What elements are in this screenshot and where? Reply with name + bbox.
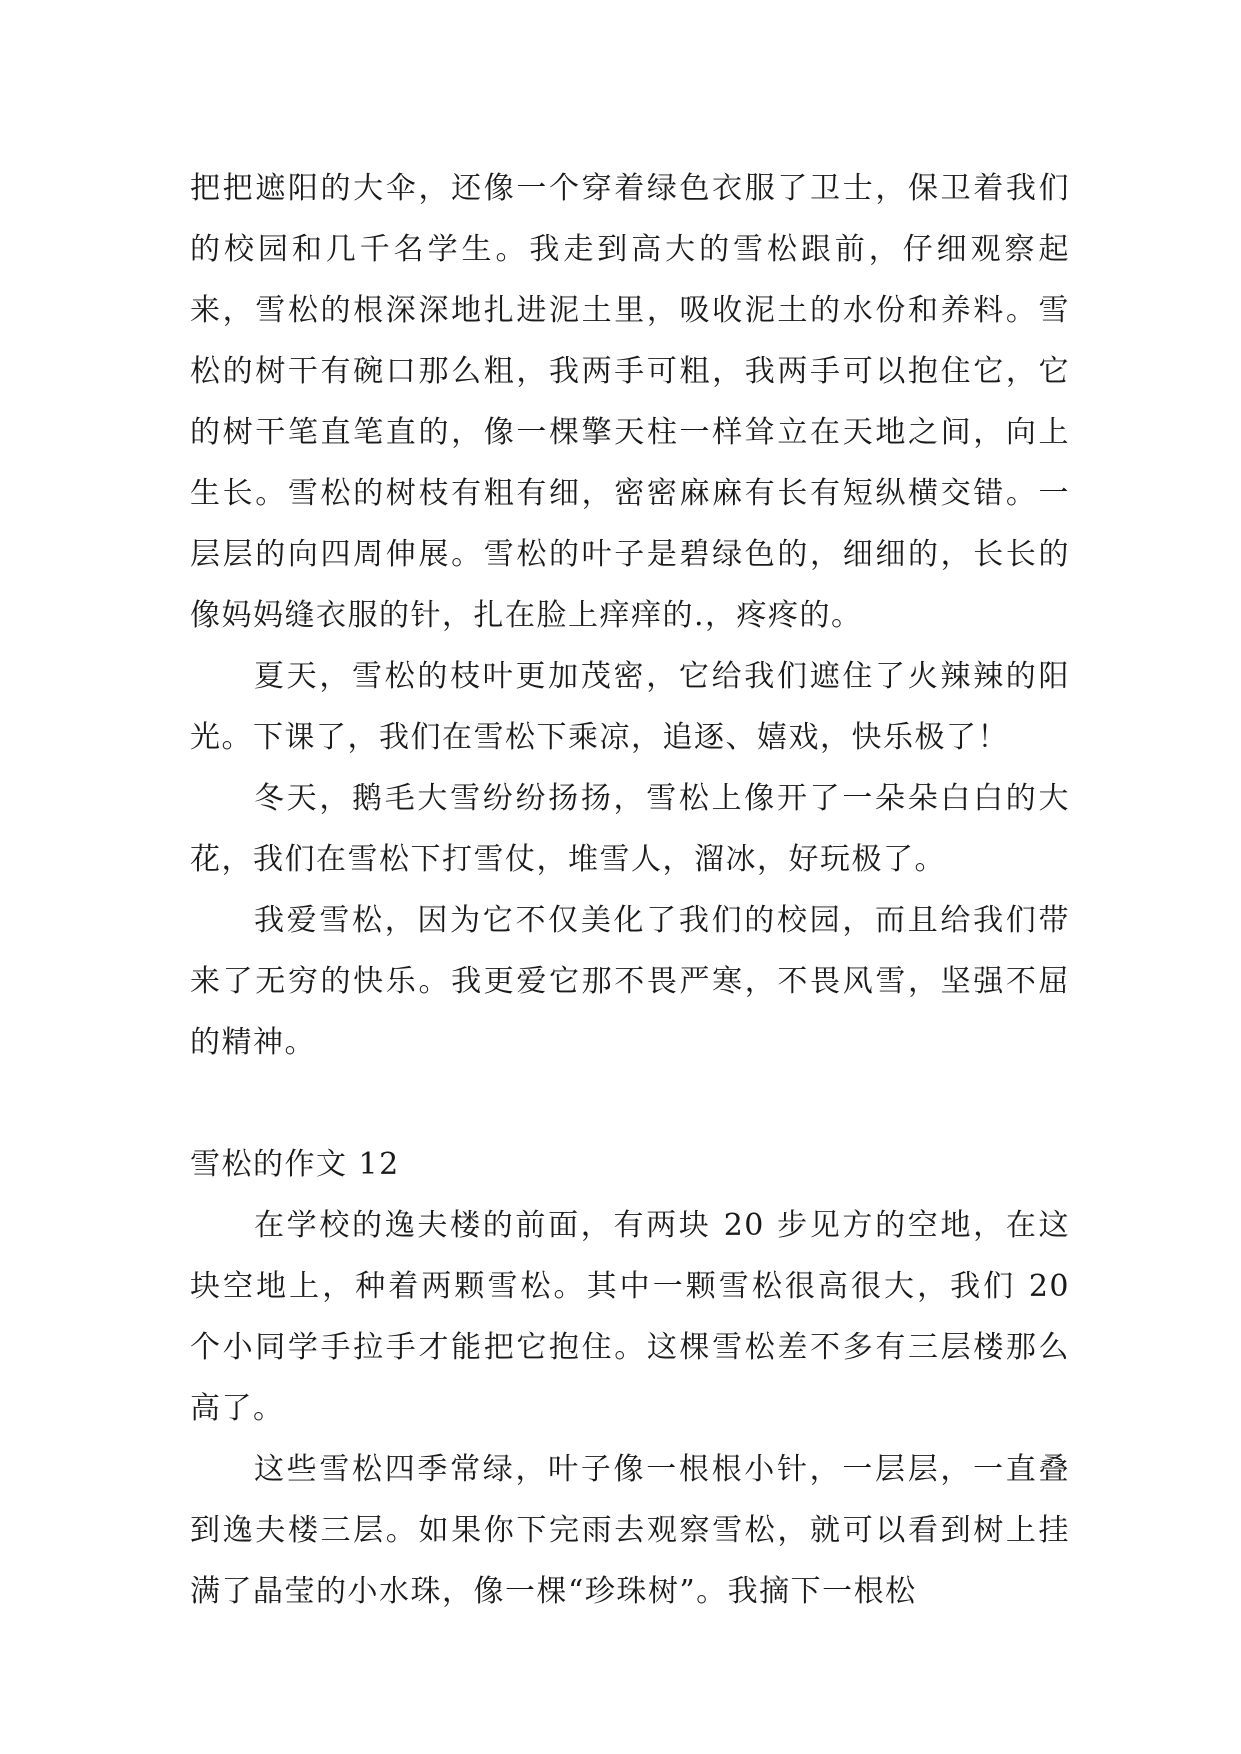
paragraph-summer: 夏天，雪松的枝叶更加茂密，它给我们遮住了火辣辣的阳光。下课了，我们在雪松下乘凉，追逐、嬉戏，快乐极了！ [190, 659, 1070, 755]
paragraph-winter: 冬天，鹅毛大雪纷纷扬扬，雪松上像开了一朵朵白白的大花，我们在雪松下打雪仗，堆雪人，溜冰，好玩极了。 [190, 781, 1070, 877]
paragraph-continued: 把把遮阳的大伞，还像一个穿着绿色衣服了卫士，保卫着我们的校园和几千名学生。我走到高大的雪松跟前，仔细观察起来，雪松的根深深地扎进泥土里，吸收泥土的水份和养料。雪松的树干有碗口那么粗，我两手可粗，我两手可以抱住它，它的树干笔直笔直的，像一棵擎天柱一样耸立在天地之间，向上生长。雪松的树枝有粗有细，密密麻麻有长有短纵横交错。一层层的向四周伸展。雪松的叶子是碧绿色的，细细的，长长的像妈妈缝衣服的针，扎在脸上痒痒的.，疼疼的。 [190, 171, 1070, 633]
essay-title: 雪松的作文 12 [190, 1147, 400, 1182]
paragraph-conclusion: 我爱雪松，因为它不仅美化了我们的校园，而且给我们带来了无穷的快乐。我更爱它那不畏严寒，不畏风雪，坚强不屈的精神。 [190, 903, 1070, 1060]
paragraph-intro: 在学校的逸夫楼的前面，有两块 20 步见方的空地，在这块空地上，种着两颗雪松。其中一颗雪松很高很大，我们 20 个小同学手拉手才能把它抱住。这棵雪松差不多有三层楼那么高了。 [190, 1208, 1070, 1426]
document-body [190, 158, 1070, 1622]
paragraph-evergreen: 这些雪松四季常绿，叶子像一根根小针，一层层，一直叠到逸夫楼三层。如果你下完雨去观察雪松，就可以看到树上挂满了晶莹的小水珠，像一棵“珍珠树”。我摘下一根松 [190, 1452, 1070, 1609]
